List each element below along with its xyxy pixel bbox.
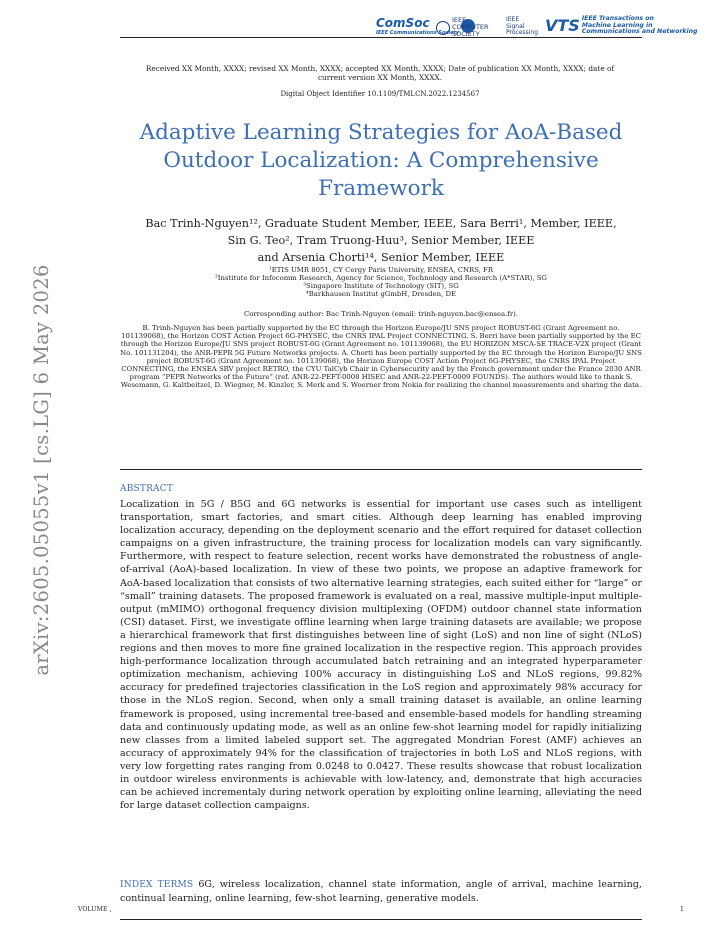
affiliation: ³Singapore Institute of Technology (SIT), SG: [303, 282, 459, 290]
footer-rule: [120, 919, 642, 920]
index-terms-text: 6G, wireless localization, channel state information, angle of arrival, machine learning, continual learning, online learning, few-shot learning, generative models.: [120, 879, 642, 905]
paper-title: Adaptive Learning Strategies for AoA-Based Outdoor Localization: A Comprehensive Framework: [139, 120, 623, 201]
corresponding-author: Corresponding author: Bac Trinh-Nguyen (email: trinh-nguyen.bac@ensea.fr).: [243, 310, 519, 318]
header-rule: [120, 37, 642, 38]
abstract-body: Localization in 5G / B5G and 6G networks is essential for important use cases such as intelligent transportation, smart factories, and smart cities. Although deep learning has enabled improving localization accuracy, depending on the deployment scenario and the effort required for dataset collection campaigns on a given infrastructure, the training process for localization models can vary significantly. Furthermore, with respect to feature selection, recent works have demonstrated the robustness of angle-of-arrival (AoA)-based localization. In view of these two points, we propose an adaptive framework for AoA-based localization that consists of two alternative learning strategies, each suited either for “large” or “small” training datasets. The proposed framework is evaluated on a real, massive multiple-input multiple-output (mMIMO) orthogonal frequency division multiplexing (OFDM) outdoor channel state information (CSI) dataset. First, we investigate offline learning when large training datasets are available; we propose a hierarchical framework that first distinguishes between line of sight (LoS) and non line of sight (NLoS) regions and then moves to more fine grained localization in the respective region. This approach provides high-performance localization through accumulated batch retraining and an integrated hyperparameter optimization mechanism, achieving 100% accuracy in distinguishing LoS and NLoS regions, 99.82% accuracy for predefined trajectories classification in the LoS region and approximately 98% accuracy for those in the NLoS region. Second, when only a small training dataset is available, an online learning framework is proposed, using incremental tree-based and ensemble-based models for handling streaming data and continuously updating mode, as well as an online few-shot learning model for rapidly initializing new classes from a limited labeled support set. The aggregated Mondrian Forest (AMF) achieves an accuracy of approximately 94% for the classification of trajectories in both LoS and NLoS regions, with very low forgetting rates ranging from 0.0248 to 0.0427. These results showcase that robust localization in outdoor wireless environments is achievable with low-latency, and, demonstrate that high accuracies can be achieved incrementaly during network operation by exploiting online learning, alleviating the need for large dataset collection campaigns.: [120, 499, 642, 812]
vts-logo: VTS IEEE Transactions on Machine Learning in Communications and Networking: [545, 15, 698, 36]
affiliations: [120, 266, 642, 298]
author-line: Bac Trinh-Nguyen¹², Graduate Student Member, IEEE, Sara Berri¹, Member, IEEE,: [145, 217, 617, 230]
index-terms: [120, 878, 642, 905]
affiliation: ⁴Barkhausen Institut gGmbH, Dresden, DE: [305, 290, 456, 298]
author-line: and Arsenia Chorti¹⁴, Senior Member, IEEE: [257, 251, 505, 264]
arxiv-sidebar-stamp: arXiv:2605.05055v1 [cs.LG] 6 May 2026: [30, 264, 53, 676]
computer-society-icon: [436, 21, 450, 35]
abstract-heading: ABSTRACT: [120, 484, 174, 494]
abstract-rule: [120, 469, 642, 470]
affiliation: ²Institute for Infocomm Research, Agency for Science, Technology and Research (A*STAR), SG: [215, 274, 547, 282]
computer-society-logo: IEEE COMPUTER SOCIETY: [436, 17, 489, 38]
page-number: 1: [680, 906, 684, 913]
footer-volume: VOLUME ,: [78, 906, 112, 913]
index-terms-label: INDEX TERMS: [120, 880, 194, 890]
signal-processing-logo: IEEE Signal Processing: [506, 16, 539, 36]
received-dates: Received XX Month, XXXX; revised XX Month, XXXX; accepted XX Month, XXXX; Date of publication XX Month, XXXX; date of current version XX Month, XXXX.: [145, 64, 615, 82]
author-list: [120, 215, 642, 266]
funding-note: B. Trinh-Nguyen has been partially supported by the EC through the Horizon Europe/JU SNS project ROBUST-6G (Grant Agreement no. 101139068), the Horizon COST Action Project 6G-PHYSEC, the CNRS IPAL Project CONNECTING. S. Berri have been partially supported by the EC through the Horizon Europe/JU SNS project ROBUST-6G (Grant Agreement no. 101139068), the EU HORIZON MSCA-SE TRACE-V2X project (Grant No. 101131204), the ANR-PEPR 5G Future Networks projects. A. Chorti has been partially supported by the EC through the Horizon Europe/JU SNS project ROBUST-6G (Grant Agreement no. 101139068), the Horizon Europe COST Action Project 6G-PHYSEC, the CNRS IPAL Project CONNECTING, the ENSEA SRV project RETRO, the CYU TalCyb Chair in Cybersecurity and by the French government under the France 2030 ANR program “PEPR Networks of the Future” (ref. ANR-22-PEFT-0008 HISEC and ANR-22-PEFT-0009 FOUNDS). The authors would like to thank S. Wesemann, G. Kaltbeitzel, D. Wiegner, M. Kinzler, S. Merk and S. Woerner from Nokia for realizing the channel measurements and sharing the data.: [120, 324, 642, 390]
doi-line: Digital Object Identifier 10.1109/TMLCN.2022.1234567: [280, 90, 480, 98]
affiliation: ¹ETIS UMR 8051, CY Cergy Paris University, ENSEA, CNRS, FR: [268, 266, 494, 274]
comsoc-logo: ComSoc IEEE Communications Society: [376, 16, 475, 36]
author-line: Sin G. Teo², Tram Truong-Huu³, Senior Member, IEEE: [227, 234, 535, 247]
